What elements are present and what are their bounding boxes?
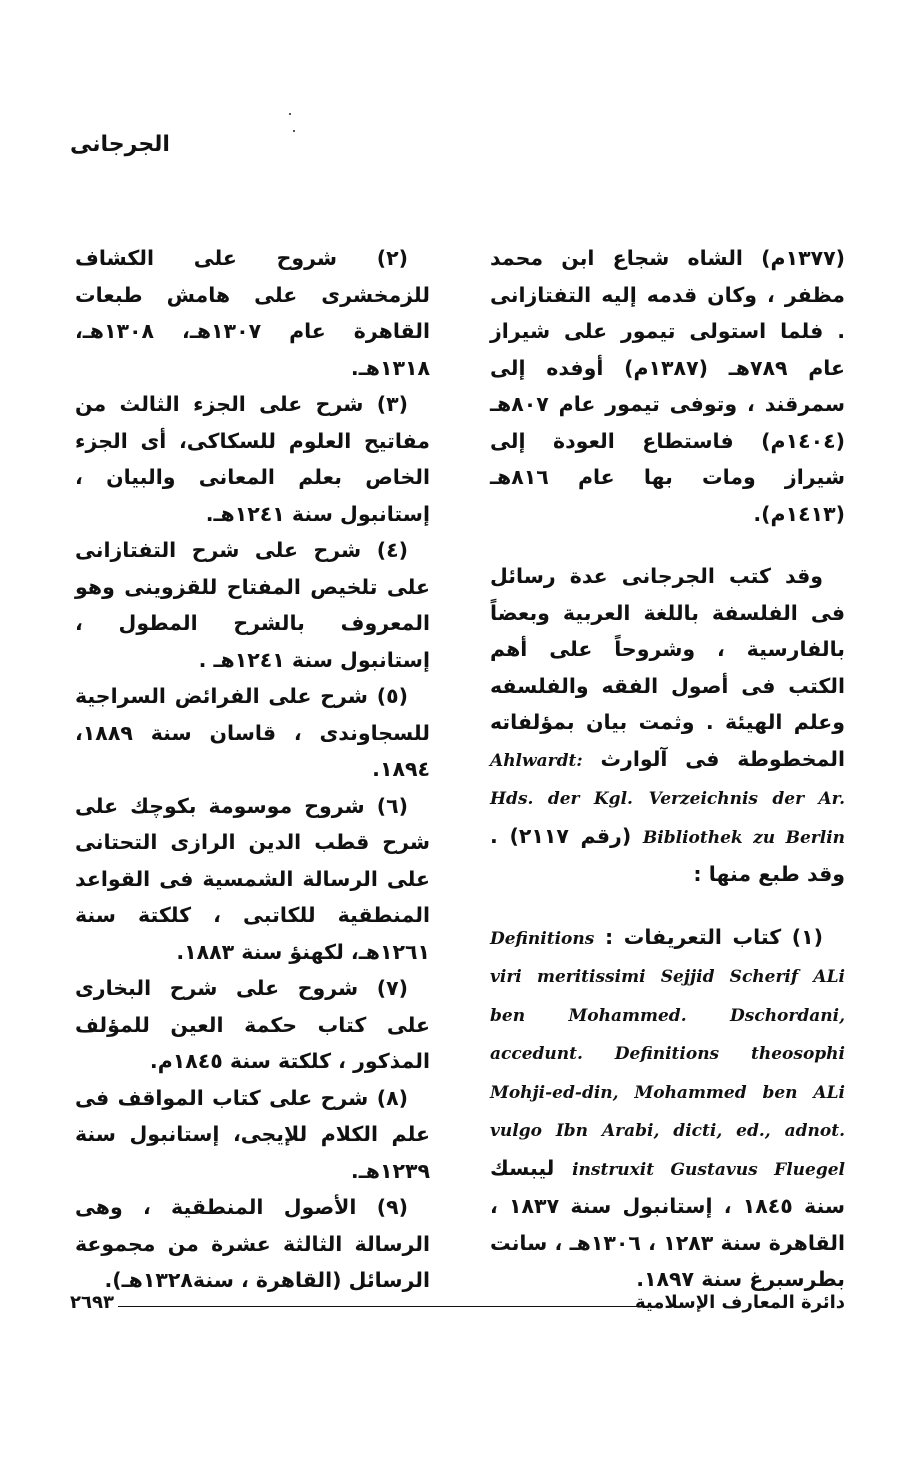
footer-title: دائرة المعارف الإسلامية (634, 1292, 845, 1313)
latin-citation-definitions: Definitions viri meritissimi Sejjid Scherif ALi ben Mohammed. Dschordani, accedunt. Definitions theosophi Mohji-ed-din, Mohammed ben ALi vulgo Ibn Arabi, dicti, ed., adnot. instruxit Gustavus Fluegel (490, 928, 845, 1180)
scan-speck (289, 113, 291, 115)
list-item: (٨) شرح على كتاب المواقف فى علم الكلام للإيجى، إستانبول سنة ١٢٣٩هـ. (75, 1085, 430, 1183)
left-column (75, 240, 430, 1299)
list-item: (٢) شروح على الكشاف للزمخشرى على هامش طبعات القاهرة عام ١٣٠٧هـ، ١٣٠٨هـ، ١٣١٨هـ. (75, 246, 430, 380)
list-item: (٧) شروح على شرح البخارى على كتاب حكمة العين للمؤلف المذكور ، كلكتة سنة ١٨٤٥م. (75, 976, 430, 1073)
latin-citation-ahlwardt: Ahlwardt: Verzeichnis der Ar. (490, 750, 845, 809)
list-item: (٩) الأصول المنطقية ، وهى الرسالة الثالثة عشرة من مجموعة الرسائل (القاهرة ، سنة١٣٢٨هـ). (75, 1195, 430, 1292)
page-number: ٢٦٩٣ (70, 1292, 114, 1313)
works-text-b: (رقم ٢١١٧) . وقد طبع منها : (490, 823, 845, 886)
scan-speck (293, 130, 295, 132)
latin-citation-berlin: Hds. der Kgl. Bibliothek zu Berlin (490, 789, 846, 848)
running-head (70, 132, 270, 157)
definitions-text-b: ليبسك سنة ١٨٤٥ ، إستانبول سنة ١٨٣٧ ، القاهرة سنة ١٢٨٣ ، ١٣٠٦هـ ، سانت بطرسبرغ سنة ١٨٩٧. (490, 1155, 846, 1291)
footer-rule (118, 1306, 645, 1307)
definitions-text-a: (١) كتاب التعريفات : (604, 924, 824, 949)
page-footer (70, 1292, 845, 1322)
list-item: (٥) شرح على الفرائض السراجية للسجاوندى ، قاسان سنة ١٨٨٩، ١٨٩٤. (75, 684, 430, 781)
works-text-a: وقد كتب الجرجانى عدة رسائل فى الفلسفة باللغة العربية وبعضاً بالفارسية ، وشروحاً على أهم الكتب فى أصول الفقه والفلسفه وعلم الهيئة . وثمت بيان بمؤلفاته المخطوطة فى آلوارث (490, 564, 845, 771)
right-column (490, 240, 845, 1298)
paragraph-works (490, 558, 845, 893)
paragraph-definitions (490, 919, 845, 1298)
list-item: (٦) شروح موسومة بكوچك على شرح قطب الدين الرازى التحتانى على الرسالة الشمسية فى القواعد المنطقية للكاتبى ، كلكتة سنة ١٢٦١هـ، لكهنؤ سنة ١٨٨٣. (75, 793, 430, 964)
list-item: (٣) شرح على الجزء الثالث من مفاتيح العلوم للسكاكى، أى الجزء الخاص بعلم المعانى والبيان ، إستانبول سنة ١٢٤١هـ. (75, 392, 430, 526)
paragraph-biography: (١٣٧٧م) الشاه شجاع ابن محمد مظفر ، وكان قدمه إليه التفتازانى . فلما استولى تيمور على شيراز عام ٧٨٩هـ (١٣٨٧م) أوفده إلى سمرقند ، وتوفى تيمور عام ٨٠٧هـ (١٤٠٤م) فاستطاع العودة إلى شيراز ومات بها عام ٨١٦هـ (١٤١٣م). (490, 246, 845, 526)
list-item: (٤) شرح على شرح التفتازانى على تلخيص المفتاح للقزوينى وهو المعروف بالشرح المطول ، إستانبول سنة ١٢٤١هـ . (75, 538, 430, 672)
running-head-title: الجرجانى (70, 132, 170, 157)
